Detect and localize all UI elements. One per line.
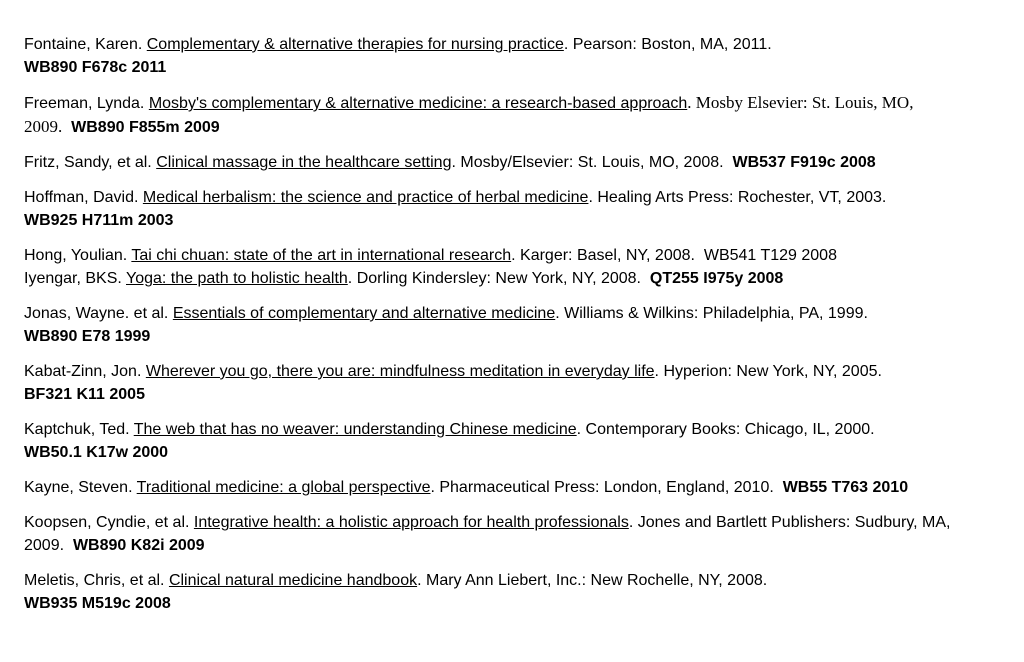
citation-author: Koopsen, Cyndie, et al.	[24, 514, 194, 531]
citation-publisher: . Mary Ann Liebert, Inc.: New Rochelle, NY, 2008.	[417, 572, 768, 589]
call-number: BF321 K11 2005	[24, 386, 145, 403]
call-number: WB925 H711m 2003	[24, 212, 174, 229]
citation-publisher: . Williams & Wilkins: Philadelphia, PA, 1999.	[555, 305, 868, 322]
call-number: QT255 I975y 2008	[649, 270, 784, 287]
citation-title: Yoga: the path to holistic health	[126, 270, 348, 287]
citation-title: Traditional medicine: a global perspective	[136, 479, 431, 496]
citation-title: Mosby's complementary & alternative medicine: a research-based approach	[148, 95, 688, 112]
citation-author: Freeman, Lynda.	[24, 95, 149, 112]
citation-title: Clinical natural medicine handbook	[168, 572, 418, 589]
citation-iyengar	[24, 267, 1004, 290]
citation-kayne	[24, 476, 1004, 499]
citation-author: Kaptchuk, Ted.	[24, 421, 134, 438]
citation-author: Meletis, Chris, et al.	[24, 572, 169, 589]
citation-title: The web that has no weaver: understanding Chinese medicine	[133, 421, 577, 438]
call-number: WB541 T129 2008	[703, 247, 837, 264]
citation-koopsen	[24, 511, 1004, 557]
citation-author: Kabat-Zinn, Jon.	[24, 363, 146, 380]
citation-publisher: . Contemporary Books: Chicago, IL, 2000.	[576, 421, 875, 438]
call-number: WB890 E78 1999	[24, 328, 151, 345]
citation-author: Fritz, Sandy, et al.	[24, 154, 157, 171]
citation-title: Complementary & alternative therapies for nursing practice	[146, 36, 564, 53]
citation-title: Tai chi chuan: state of the art in international research	[131, 247, 512, 264]
citation-publisher: . Jones and Bartlett Publishers: Sudbury, MA, 2009.	[24, 514, 951, 554]
citation-hoffman	[24, 186, 1004, 232]
citation-publisher: . Karger: Basel, NY, 2008.	[511, 247, 695, 264]
citation-title: Clinical massage in the healthcare setting	[156, 154, 452, 171]
citation-title: Medical herbalism: the science and practice of herbal medicine	[142, 189, 589, 206]
citation-publisher: . Pearson: Boston, MA, 2011.	[563, 36, 772, 53]
citation-meletis	[24, 569, 1004, 615]
citation-hong	[24, 244, 1004, 267]
citation-title: Integrative health: a holistic approach for health professionals	[193, 514, 629, 531]
citation-publisher: . Pharmaceutical Press: London, England, 2010.	[430, 479, 774, 496]
citation-author: Iyengar, BKS.	[24, 270, 126, 287]
call-number: WB537 F919c 2008	[732, 154, 876, 171]
call-number: WB935 M519c 2008	[24, 595, 171, 612]
citation-publisher: . Dorling Kindersley: New York, NY, 2008.	[347, 270, 641, 287]
citation-author: Hoffman, David.	[24, 189, 143, 206]
call-number: WB55 T763 2010	[782, 479, 909, 496]
citation-title: Essentials of complementary and alternative medicine	[172, 305, 556, 322]
citation-publisher: . Mosby Elsevier: St. Louis, MO, 2009.	[24, 93, 914, 136]
citation-author: Kayne, Steven.	[24, 479, 137, 496]
citation-kaptchuk	[24, 418, 1004, 464]
bibliography	[24, 33, 1004, 627]
citation-author: Jonas, Wayne. et al.	[24, 305, 173, 322]
citation-publisher: . Hyperion: New York, NY, 2005.	[654, 363, 882, 380]
citation-title: Wherever you go, there you are: mindfulness meditation in everyday life	[145, 363, 655, 380]
citation-author: Hong, Youlian.	[24, 247, 132, 264]
call-number: WB50.1 K17w 2000	[24, 444, 169, 461]
citation-publisher: . Healing Arts Press: Rochester, VT, 2003.	[588, 189, 887, 206]
citation-jonas	[24, 302, 1004, 348]
citation-fontaine	[24, 33, 1004, 79]
call-number: WB890 F678c 2011	[24, 59, 167, 76]
call-number: WB890 F855m 2009	[71, 119, 220, 136]
citation-freeman	[24, 91, 1004, 139]
citation-author: Fontaine, Karen.	[24, 36, 147, 53]
citation-fritz	[24, 151, 1004, 174]
citation-publisher: . Mosby/Elsevier: St. Louis, MO, 2008.	[451, 154, 724, 171]
citation-kabat-zinn	[24, 360, 1004, 406]
call-number: WB890 K82i 2009	[72, 537, 205, 554]
